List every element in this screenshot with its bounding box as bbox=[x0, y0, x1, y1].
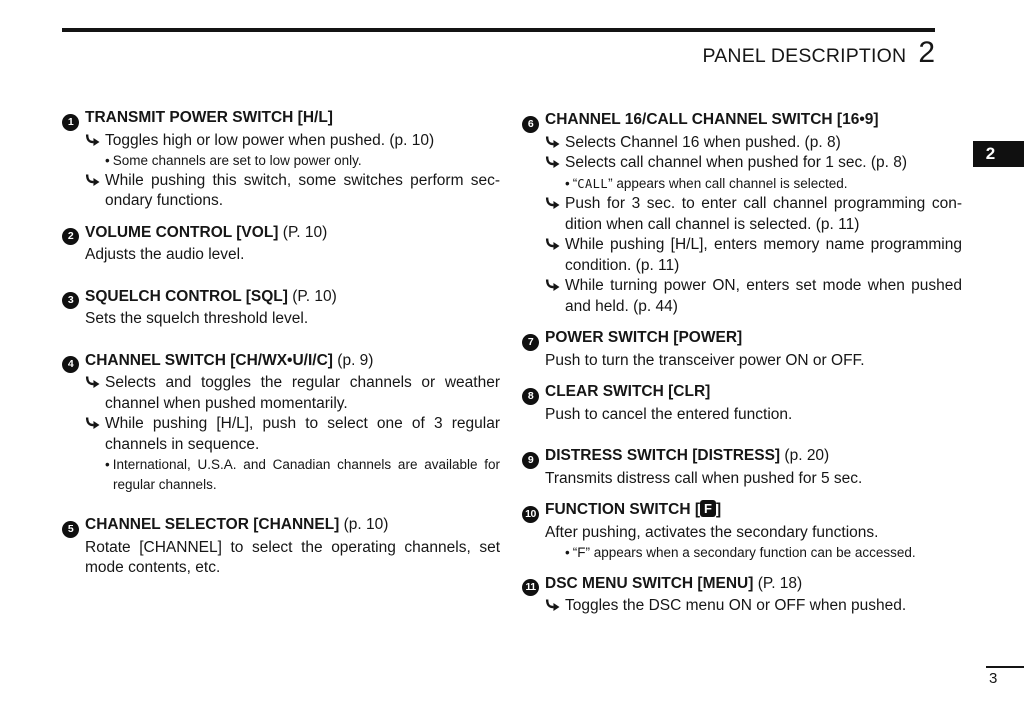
item-title: DISTRESS SWITCH [DISTRESS] bbox=[545, 447, 781, 464]
item-number-badge: 2 bbox=[62, 228, 79, 245]
line-text: Selects Channel 16 when pushed. (p. 8) bbox=[565, 133, 841, 151]
arrow-line bbox=[522, 194, 962, 235]
item-title: POWER SWITCH [POWER] bbox=[545, 329, 743, 346]
chapter-title: PANEL DESCRIPTION bbox=[702, 45, 907, 67]
line-text: Adjusts the audio level. bbox=[85, 246, 245, 263]
item-number-badge: 10 bbox=[522, 506, 539, 523]
arrow-bullet-icon bbox=[85, 171, 100, 192]
header-rule bbox=[62, 28, 935, 32]
page-reference: (p. 10) bbox=[343, 516, 389, 533]
item-heading bbox=[62, 351, 500, 374]
right-column bbox=[522, 110, 962, 628]
line-text: While pushing [H/L], enters memory name programming condition. (p. 11) bbox=[565, 236, 962, 274]
chapter-number: 2 bbox=[918, 36, 935, 69]
line-text: Selects and toggles the regular channels or weather channel when pushed momentarily. bbox=[105, 374, 500, 412]
line-text: Toggles the DSC menu ON or OFF when pushed. bbox=[565, 597, 907, 614]
function-key-icon: F bbox=[700, 500, 716, 517]
note-line bbox=[62, 151, 500, 171]
item-number-badge: 6 bbox=[522, 116, 539, 133]
arrow-line bbox=[522, 235, 962, 276]
item-heading bbox=[522, 574, 962, 597]
item-heading bbox=[62, 223, 500, 246]
item-title: VOLUME CONTROL [VOL] bbox=[85, 223, 279, 241]
arrow-line bbox=[62, 373, 500, 414]
body-line bbox=[62, 245, 500, 266]
item-number-badge: 4 bbox=[62, 356, 79, 373]
line-text: Push to turn the transceiver power ON or OFF. bbox=[545, 351, 865, 369]
item-number-badge: 7 bbox=[522, 334, 539, 351]
item-number-badge: 5 bbox=[62, 521, 79, 538]
line-text: “ bbox=[572, 175, 578, 191]
page-reference: (p. 20) bbox=[784, 447, 830, 464]
line-text: Selects call channel when pushed for 1 sec. (p. 8) bbox=[565, 154, 908, 171]
arrow-bullet-icon bbox=[545, 276, 560, 297]
note-line bbox=[62, 455, 500, 494]
item-heading bbox=[522, 328, 962, 351]
item-number-badge: 1 bbox=[62, 114, 79, 131]
item-heading bbox=[62, 515, 500, 538]
side-tab-label: 2 bbox=[985, 144, 996, 163]
line-text: Transmits distress call when pushed for 5 sec. bbox=[545, 469, 863, 487]
arrow-bullet-icon bbox=[545, 153, 560, 174]
body-line bbox=[522, 405, 962, 426]
item-heading bbox=[522, 446, 962, 469]
line-text: While turning power ON, enters set mode when pushed and held. (p. 44) bbox=[565, 277, 962, 315]
item-transmit-power-switch bbox=[62, 108, 500, 212]
line-text: Push to cancel the entered function. bbox=[545, 405, 793, 423]
body-line bbox=[522, 351, 962, 372]
item-number-badge: 3 bbox=[62, 292, 79, 309]
page-number bbox=[986, 666, 1024, 687]
arrow-line bbox=[522, 276, 962, 317]
page-reference: (P. 10) bbox=[282, 223, 328, 241]
item-title: CHANNEL SELECTOR [CHANNEL] bbox=[85, 516, 340, 533]
item-title: FUNCTION SWITCH [ bbox=[545, 501, 700, 518]
item-title: CHANNEL SWITCH [CH/WX•U/I/C] bbox=[85, 351, 333, 369]
line-text: Some channels are set to low power only. bbox=[112, 153, 362, 168]
item-function-switch bbox=[522, 500, 962, 563]
line-text: International, U.S.A. and Canadian channels are available for regular channels. bbox=[112, 457, 500, 492]
arrow-line bbox=[62, 414, 500, 455]
lcd-display-text: CALL bbox=[577, 176, 609, 191]
item-volume-control bbox=[62, 223, 500, 266]
item-channel-selector bbox=[62, 515, 500, 579]
arrow-line bbox=[522, 153, 962, 174]
item-channel-switch bbox=[62, 351, 500, 495]
note-line bbox=[522, 174, 962, 195]
line-text: ” appears when call channel is selected. bbox=[608, 175, 848, 191]
arrow-bullet-icon bbox=[85, 131, 100, 152]
page-header bbox=[62, 36, 935, 70]
item-power-switch bbox=[522, 328, 962, 371]
page-reference: (p. 9) bbox=[337, 351, 374, 369]
body-line bbox=[522, 523, 962, 544]
item-title: TRANSMIT POWER SWITCH [H/L] bbox=[85, 109, 333, 126]
page-reference: (P. 10) bbox=[292, 287, 337, 305]
arrow-bullet-icon bbox=[545, 596, 560, 617]
arrow-bullet-icon bbox=[85, 414, 100, 435]
body-line bbox=[62, 538, 500, 579]
chapter-side-tab bbox=[973, 141, 1024, 167]
arrow-line bbox=[522, 133, 962, 154]
line-text: While pushing [H/L], push to select one of 3 regular channels in sequence. bbox=[105, 415, 500, 453]
line-text: Push for 3 sec. to enter call channel programming condition when call channel is selected. (p. 11) bbox=[565, 195, 962, 233]
left-column bbox=[62, 108, 500, 590]
item-title: CLEAR SWITCH [CLR] bbox=[545, 383, 711, 400]
item-squelch-control bbox=[62, 287, 500, 330]
line-text: After pushing, activates the secondary functions. bbox=[545, 523, 879, 541]
line-text: “F” appears when a secondary function can be accessed. bbox=[572, 545, 916, 560]
item-title: DSC MENU SWITCH [MENU] bbox=[545, 574, 754, 592]
page-number-text: 3 bbox=[989, 670, 998, 687]
body-line bbox=[62, 309, 500, 330]
item-heading bbox=[522, 110, 962, 133]
arrow-bullet-icon bbox=[85, 373, 100, 394]
item-clear-switch bbox=[522, 382, 962, 425]
item-heading bbox=[522, 500, 962, 523]
arrow-line bbox=[62, 171, 500, 212]
arrow-bullet-icon bbox=[545, 194, 560, 215]
line-text: Sets the squelch threshold level. bbox=[85, 310, 309, 327]
item-number-badge: 9 bbox=[522, 452, 539, 469]
arrow-bullet-icon bbox=[545, 235, 560, 256]
item-heading bbox=[62, 287, 500, 310]
body-line bbox=[522, 469, 962, 490]
item-heading bbox=[62, 108, 500, 131]
item-heading bbox=[522, 382, 962, 405]
arrow-bullet-icon bbox=[545, 133, 560, 154]
item-number-badge: 11 bbox=[522, 579, 539, 596]
item-dsc-menu-switch bbox=[522, 574, 962, 617]
line-text: While pushing this switch, some switches perform secondary functions. bbox=[105, 171, 500, 209]
line-text: Toggles high or low power when pushed. (p. 10) bbox=[105, 131, 435, 149]
line-text: Rotate [CHANNEL] to select the operating channels, set mode contents, etc. bbox=[85, 538, 500, 576]
item-title: ] bbox=[715, 501, 722, 518]
item-number-badge: 8 bbox=[522, 388, 539, 405]
note-line bbox=[522, 543, 962, 563]
item-title: CHANNEL 16/CALL CHANNEL SWITCH [16•9] bbox=[545, 111, 879, 128]
arrow-line bbox=[522, 596, 962, 617]
item-channel16-call-switch bbox=[522, 110, 962, 317]
arrow-line bbox=[62, 131, 500, 152]
item-distress-switch bbox=[522, 446, 962, 489]
item-title: SQUELCH CONTROL [SQL] bbox=[85, 287, 288, 305]
page-reference: (P. 18) bbox=[757, 574, 803, 592]
